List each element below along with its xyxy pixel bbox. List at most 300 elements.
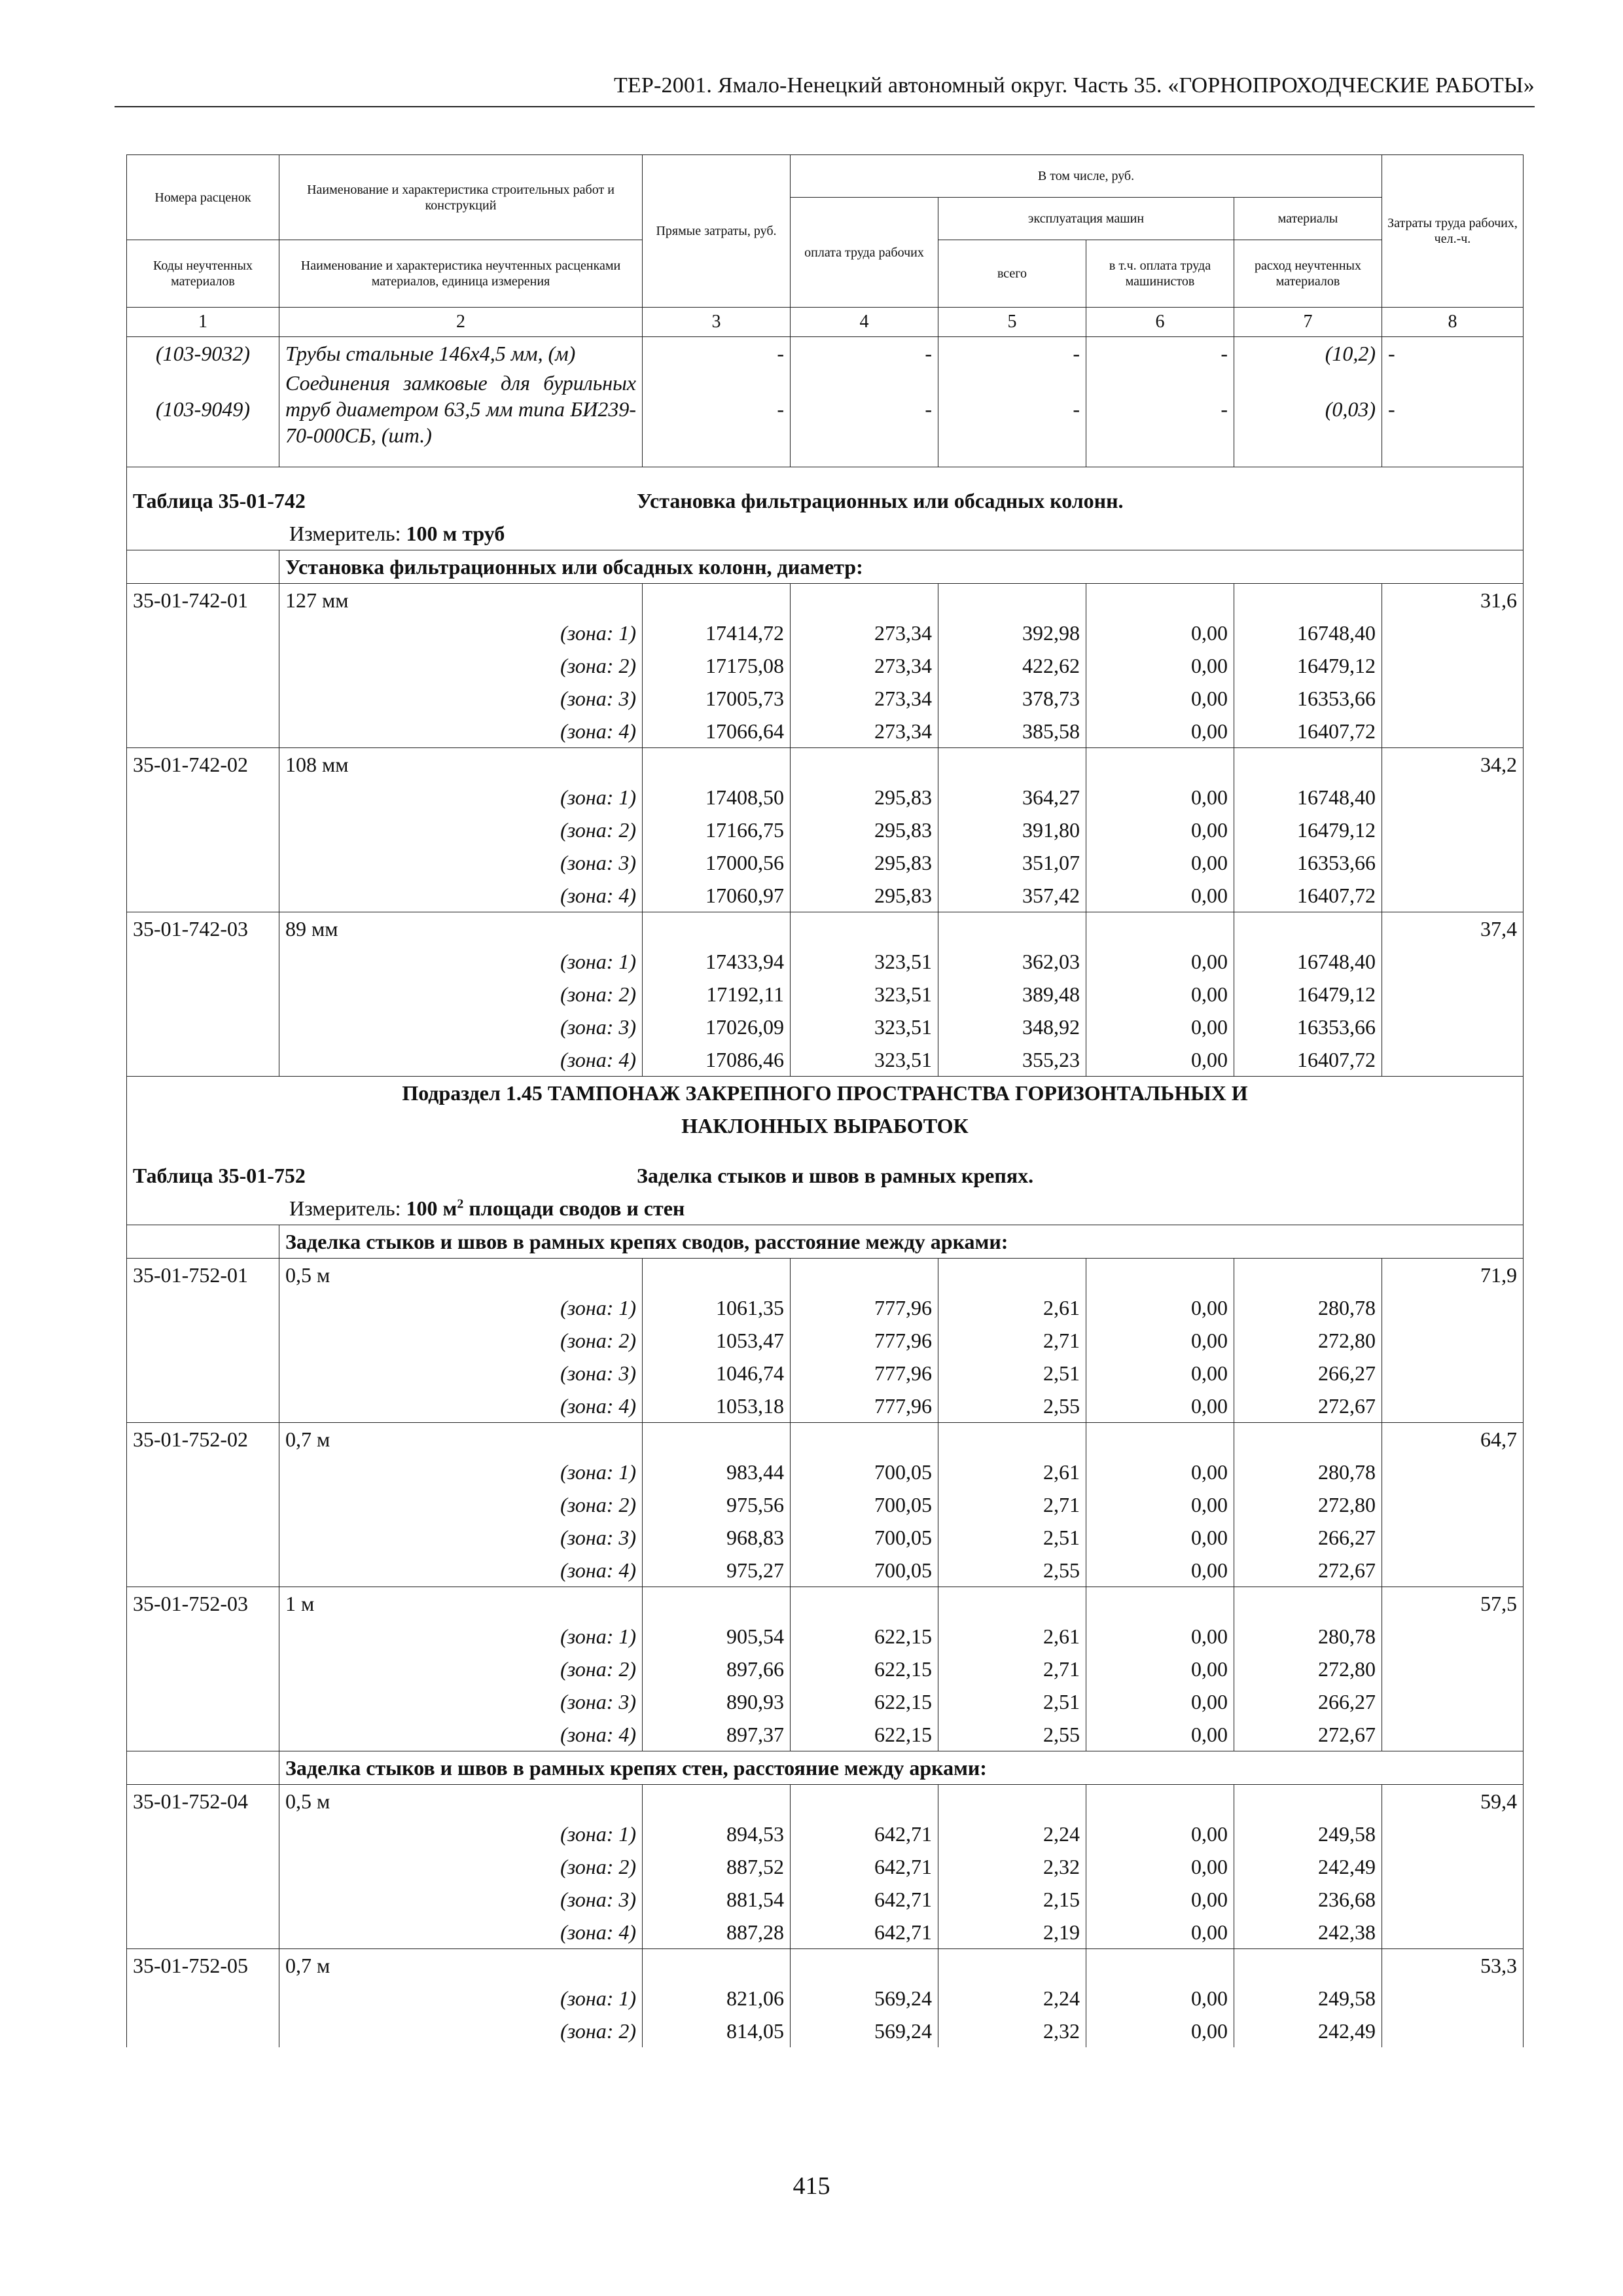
machine-cost: 2,51	[938, 1357, 1086, 1390]
rate-row	[127, 748, 1524, 781]
empty-cell	[1382, 1982, 1524, 2015]
material-cost: 249,58	[1234, 1818, 1382, 1850]
machinist-wage: 0,00	[1086, 814, 1234, 846]
direct-cost: 887,28	[643, 1916, 791, 1949]
zone-label: (зона: 1)	[279, 945, 643, 978]
col-number: 3	[643, 308, 791, 337]
machinist-wage: 0,00	[1086, 1521, 1234, 1554]
machine-cost: 362,03	[938, 945, 1086, 978]
material-c6: -	[1086, 370, 1234, 448]
machinist-wage: 0,00	[1086, 879, 1234, 912]
material-c7: (10,2)	[1234, 337, 1382, 370]
empty-cell	[1382, 1043, 1524, 1077]
empty-cell	[127, 1850, 279, 1883]
direct-cost: 17005,73	[643, 682, 791, 715]
empty-cell	[127, 682, 279, 715]
empty-cell	[127, 649, 279, 682]
machine-cost: 2,24	[938, 1818, 1086, 1850]
rate-code: 35-01-752-03	[127, 1587, 279, 1621]
measure-unit: 100 м труб	[406, 522, 505, 545]
material-cost: 249,58	[1234, 1982, 1382, 2015]
worker-wage: 295,83	[791, 814, 938, 846]
machine-cost: 357,42	[938, 879, 1086, 912]
worker-wage: 642,71	[791, 1818, 938, 1850]
zone-row	[127, 846, 1524, 879]
worker-wage: 295,83	[791, 879, 938, 912]
empty-cell	[1382, 1456, 1524, 1488]
empty-cell	[791, 912, 938, 946]
empty-cell	[127, 2015, 279, 2047]
labor-cost: 71,9	[1382, 1259, 1524, 1292]
empty-cell	[1382, 1653, 1524, 1685]
table-742-title: Установка фильтрационных или обсадных колонн.	[637, 489, 1124, 512]
zone-row	[127, 1818, 1524, 1850]
rates-table	[126, 154, 1524, 2047]
empty-cell	[1234, 748, 1382, 781]
empty-cell	[1086, 748, 1234, 781]
subheader-spacer	[127, 1751, 279, 1785]
material-cost: 16479,12	[1234, 814, 1382, 846]
material-cost: 16407,72	[1234, 715, 1382, 748]
material-code: (103-9049)	[127, 370, 279, 448]
zone-label: (зона: 4)	[279, 715, 643, 748]
material-c4: -	[791, 337, 938, 370]
zone-label: (зона: 4)	[279, 1554, 643, 1587]
section-title-line2: НАКЛОННЫХ ВЫРАБОТОК	[681, 1114, 969, 1138]
zone-label: (зона: 2)	[279, 1324, 643, 1357]
material-code: (103-9032)	[127, 337, 279, 370]
rate-name: 0,7 м	[279, 1949, 643, 1982]
worker-wage: 273,34	[791, 617, 938, 649]
machine-cost: 2,55	[938, 1718, 1086, 1751]
empty-cell	[1382, 846, 1524, 879]
labor-cost: 64,7	[1382, 1423, 1524, 1456]
rate-row	[127, 1423, 1524, 1456]
machine-cost: 2,15	[938, 1883, 1086, 1916]
machinist-wage: 0,00	[1086, 1653, 1234, 1685]
rate-name: 0,5 м	[279, 1259, 643, 1292]
machinist-wage: 0,00	[1086, 1620, 1234, 1653]
machine-cost: 2,55	[938, 1390, 1086, 1423]
empty-cell	[1382, 781, 1524, 814]
empty-cell	[127, 1818, 279, 1850]
table-header	[127, 155, 1524, 308]
rate-row	[127, 1587, 1524, 1621]
zone-label: (зона: 2)	[279, 1488, 643, 1521]
zone-row	[127, 1043, 1524, 1077]
empty-cell	[1234, 1587, 1382, 1621]
machine-cost: 2,51	[938, 1685, 1086, 1718]
material-c6: -	[1086, 337, 1234, 370]
rate-code: 35-01-752-04	[127, 1785, 279, 1818]
measure-unit: 100 $м^2$ площади сводов и стен	[406, 1196, 685, 1220]
worker-wage: 777,96	[791, 1291, 938, 1324]
zone-row	[127, 1718, 1524, 1751]
table-752-measure: Измеритель: 100 $м^2$ площади сводов и стен	[127, 1192, 1524, 1225]
machinist-wage: 0,00	[1086, 1883, 1234, 1916]
rate-code: 35-01-742-02	[127, 748, 279, 781]
labor-cost: 59,4	[1382, 1785, 1524, 1818]
empty-cell	[1382, 814, 1524, 846]
machinist-wage: 0,00	[1086, 1685, 1234, 1718]
rate-name: 108 мм	[279, 748, 643, 781]
direct-cost: 894,53	[643, 1818, 791, 1850]
zone-row	[127, 617, 1524, 649]
empty-cell	[127, 1357, 279, 1390]
empty-cell	[643, 1259, 791, 1292]
rate-row	[127, 1949, 1524, 1982]
empty-cell	[127, 846, 279, 879]
machine-cost: 2,71	[938, 1653, 1086, 1685]
zone-row	[127, 1685, 1524, 1718]
zone-label: (зона: 4)	[279, 1390, 643, 1423]
direct-cost: 1061,35	[643, 1291, 791, 1324]
empty-cell	[1086, 1587, 1234, 1621]
header-rule	[115, 106, 1535, 107]
rate-row	[127, 1785, 1524, 1818]
subheader-spacer	[127, 1225, 279, 1259]
material-cost: 266,27	[1234, 1685, 1382, 1718]
table-742-measure: Измеритель: 100 м труб	[127, 517, 1524, 550]
worker-wage: 642,71	[791, 1916, 938, 1949]
col-number: 6	[1086, 308, 1234, 337]
zone-label: (зона: 1)	[279, 781, 643, 814]
machine-cost: 351,07	[938, 846, 1086, 879]
material-cost: 242,38	[1234, 1916, 1382, 1949]
rate-code: 35-01-742-03	[127, 912, 279, 946]
material-cost: 272,67	[1234, 1718, 1382, 1751]
material-cost: 16748,40	[1234, 617, 1382, 649]
empty-cell	[1382, 1521, 1524, 1554]
empty-cell	[791, 1259, 938, 1292]
material-c7: (0,03)	[1234, 370, 1382, 448]
direct-cost: 17166,75	[643, 814, 791, 846]
material-cost: 266,27	[1234, 1357, 1382, 1390]
machine-cost: 2,24	[938, 1982, 1086, 2015]
zone-label: (зона: 1)	[279, 1620, 643, 1653]
zone-label: (зона: 2)	[279, 978, 643, 1011]
table-742	[127, 467, 1524, 1077]
direct-cost: 1046,74	[643, 1357, 791, 1390]
direct-cost: 905,54	[643, 1620, 791, 1653]
empty-cell	[127, 1620, 279, 1653]
worker-wage: 295,83	[791, 781, 938, 814]
worker-wage: 273,34	[791, 715, 938, 748]
zone-row	[127, 1653, 1524, 1685]
col5-header: всего	[938, 240, 1086, 308]
machinist-wage: 0,00	[1086, 1291, 1234, 1324]
empty-cell	[127, 1554, 279, 1587]
zone-label: (зона: 1)	[279, 1818, 643, 1850]
worker-wage: 777,96	[791, 1324, 938, 1357]
empty-cell	[938, 1259, 1086, 1292]
col2-bottom-header: Наименование и характеристика неучтенных расценками материалов, единица измерения	[279, 240, 643, 308]
worker-wage: 622,15	[791, 1685, 938, 1718]
direct-cost: 17086,46	[643, 1043, 791, 1077]
machine-cost: 2,19	[938, 1916, 1086, 1949]
table-742-heading	[127, 467, 1524, 518]
material-c5: -	[938, 370, 1086, 448]
machinist-wage: 0,00	[1086, 781, 1234, 814]
machinist-wage: 0,00	[1086, 1850, 1234, 1883]
empty-cell	[127, 617, 279, 649]
empty-cell	[1382, 978, 1524, 1011]
rate-row	[127, 1259, 1524, 1292]
material-cost: 272,80	[1234, 1488, 1382, 1521]
empty-cell	[1382, 1685, 1524, 1718]
subheader-text: Заделка стыков и швов в рамных крепях сводов, расстояние между арками:	[279, 1225, 1524, 1259]
material-c3: -	[643, 337, 791, 370]
direct-cost: 821,06	[643, 1982, 791, 2015]
running-header: ТЕР-2001. Ямало-Ненецкий автономный округ. Часть 35. «ГОРНОПРОХОДЧЕСКИЕ РАБОТЫ»	[613, 73, 1535, 98]
table-742-number: Таблица 35-01-742	[133, 489, 306, 512]
labor-cost: 31,6	[1382, 584, 1524, 617]
worker-wage: 700,05	[791, 1456, 938, 1488]
section-title	[127, 1077, 1524, 1143]
machinist-wage: 0,00	[1086, 1011, 1234, 1043]
empty-cell	[1234, 912, 1382, 946]
empty-cell	[1382, 1916, 1524, 1949]
machine-cost: 389,48	[938, 978, 1086, 1011]
material-cost: 16479,12	[1234, 649, 1382, 682]
machine-cost: 422,62	[938, 649, 1086, 682]
empty-cell	[791, 1423, 938, 1456]
table-752-title: Заделка стыков и швов в рамных крепях.	[637, 1164, 1034, 1187]
direct-cost: 983,44	[643, 1456, 791, 1488]
empty-cell	[791, 748, 938, 781]
empty-cell	[938, 1587, 1086, 1621]
zone-label: (зона: 1)	[279, 1456, 643, 1488]
material-cost: 16748,40	[1234, 781, 1382, 814]
direct-cost: 17433,94	[643, 945, 791, 978]
section-heading	[127, 1077, 1524, 1143]
material-cost: 16353,66	[1234, 682, 1382, 715]
machine-cost: 2,71	[938, 1324, 1086, 1357]
rate-name: 0,5 м	[279, 1785, 643, 1818]
table-752-number: Таблица 35-01-752	[133, 1164, 306, 1187]
rate-name: 1 м	[279, 1587, 643, 1621]
direct-cost: 881,54	[643, 1883, 791, 1916]
empty-cell	[938, 912, 1086, 946]
col2-top-header: Наименование и характеристика строительных работ и конструкций	[279, 155, 643, 240]
zone-row	[127, 1916, 1524, 1949]
zone-label: (зона: 3)	[279, 846, 643, 879]
empty-cell	[127, 1521, 279, 1554]
col8-header: Затраты труда рабочих, чел.-ч.	[1382, 155, 1524, 308]
zone-row	[127, 879, 1524, 912]
empty-cell	[127, 879, 279, 912]
direct-cost: 17066,64	[643, 715, 791, 748]
col6-header: в т.ч. оплата труда машинистов	[1086, 240, 1234, 308]
column-numbers	[127, 308, 1524, 337]
worker-wage: 700,05	[791, 1521, 938, 1554]
table-752	[127, 1142, 1524, 2047]
empty-cell	[1086, 912, 1234, 946]
empty-cell	[1086, 584, 1234, 617]
col-number: 2	[279, 308, 643, 337]
zone-label: (зона: 2)	[279, 649, 643, 682]
zone-label: (зона: 4)	[279, 1718, 643, 1751]
zone-row	[127, 781, 1524, 814]
worker-wage: 569,24	[791, 1982, 938, 2015]
zone-row	[127, 1357, 1524, 1390]
machine-cost: 2,51	[938, 1521, 1086, 1554]
machinist-wage: 0,00	[1086, 945, 1234, 978]
col-number: 5	[938, 308, 1086, 337]
labor-cost: 53,3	[1382, 1949, 1524, 1982]
empty-cell	[1382, 945, 1524, 978]
worker-wage: 622,15	[791, 1653, 938, 1685]
zone-label: (зона: 2)	[279, 2015, 643, 2047]
material-c3: -	[643, 370, 791, 448]
direct-cost: 1053,18	[643, 1390, 791, 1423]
empty-cell	[791, 1949, 938, 1982]
empty-cell	[1382, 1554, 1524, 1587]
empty-cell	[1382, 1620, 1524, 1653]
machinist-wage: 0,00	[1086, 617, 1234, 649]
worker-wage: 273,34	[791, 682, 938, 715]
zone-row	[127, 1011, 1524, 1043]
zone-row	[127, 682, 1524, 715]
zone-row	[127, 1291, 1524, 1324]
machinist-wage: 0,00	[1086, 1357, 1234, 1390]
worker-wage: 777,96	[791, 1357, 938, 1390]
empty-cell	[1086, 1949, 1234, 1982]
zone-label: (зона: 2)	[279, 1653, 643, 1685]
rate-row	[127, 584, 1524, 617]
zone-label: (зона: 4)	[279, 879, 643, 912]
machine-cost: 2,61	[938, 1291, 1086, 1324]
empty-cell	[643, 1423, 791, 1456]
machine-cost: 2,32	[938, 2015, 1086, 2047]
empty-cell	[1382, 879, 1524, 912]
empty-cell	[643, 1785, 791, 1818]
empty-cell	[1086, 1423, 1234, 1456]
col-number: 4	[791, 308, 938, 337]
machine-cost: 355,23	[938, 1043, 1086, 1077]
empty-cell	[1234, 1423, 1382, 1456]
materials-header: материалы	[1234, 198, 1382, 240]
material-cost: 16748,40	[1234, 945, 1382, 978]
machinist-wage: 0,00	[1086, 846, 1234, 879]
labor-cost: 37,4	[1382, 912, 1524, 946]
machinist-wage: 0,00	[1086, 682, 1234, 715]
empty-cell	[643, 748, 791, 781]
material-cost: 272,67	[1234, 1554, 1382, 1587]
worker-wage: 700,05	[791, 1488, 938, 1521]
direct-cost: 814,05	[643, 2015, 791, 2047]
empty-cell	[1086, 1785, 1234, 1818]
col-number: 7	[1234, 308, 1382, 337]
empty-cell	[127, 1390, 279, 1423]
empty-cell	[127, 1324, 279, 1357]
rate-row	[127, 912, 1524, 946]
machinist-wage: 0,00	[1086, 1043, 1234, 1077]
empty-cell	[1234, 1259, 1382, 1292]
material-name: Соединения замковые для бурильных труб диаметром 63,5 мм типа БИ239-70-000СБ, (шт.)	[279, 370, 643, 448]
machine-cost: 2,55	[938, 1554, 1086, 1587]
material-cost: 272,80	[1234, 1324, 1382, 1357]
material-cost: 16407,72	[1234, 879, 1382, 912]
material-cost: 266,27	[1234, 1521, 1382, 1554]
worker-wage: 700,05	[791, 1554, 938, 1587]
zone-row	[127, 1883, 1524, 1916]
machinist-wage: 0,00	[1086, 1982, 1234, 2015]
direct-cost: 975,56	[643, 1488, 791, 1521]
empty-cell	[127, 1043, 279, 1077]
empty-cell	[1382, 617, 1524, 649]
zone-row	[127, 649, 1524, 682]
machinist-wage: 0,00	[1086, 1554, 1234, 1587]
section-title-line1: Подраздел 1.45 ТАМПОНАЖ ЗАКРЕПНОГО ПРОСТРАНСТВА ГОРИЗОНТАЛЬНЫХ И	[402, 1081, 1248, 1105]
zone-row	[127, 1456, 1524, 1488]
col-number: 1	[127, 308, 279, 337]
zone-row	[127, 978, 1524, 1011]
machine-cost: 364,27	[938, 781, 1086, 814]
material-cost: 236,68	[1234, 1883, 1382, 1916]
rate-name: 89 мм	[279, 912, 643, 946]
zone-label: (зона: 1)	[279, 1291, 643, 1324]
worker-wage: 622,15	[791, 1718, 938, 1751]
material-c8: -	[1382, 370, 1524, 448]
empty-cell	[127, 1718, 279, 1751]
empty-cell	[127, 781, 279, 814]
material-cost: 16353,66	[1234, 846, 1382, 879]
machinist-wage: 0,00	[1086, 1488, 1234, 1521]
unaccounted-materials	[127, 337, 1524, 467]
zone-label: (зона: 1)	[279, 617, 643, 649]
empty-cell	[1382, 715, 1524, 748]
material-name: Трубы стальные 146х4,5 мм, (м)	[279, 337, 643, 370]
rates-page	[126, 154, 1523, 2047]
rate-code: 35-01-752-05	[127, 1949, 279, 1982]
empty-cell	[938, 1949, 1086, 1982]
zone-label: (зона: 3)	[279, 1357, 643, 1390]
zone-label: (зона: 4)	[279, 1043, 643, 1077]
empty-cell	[643, 1949, 791, 1982]
worker-wage: 642,71	[791, 1850, 938, 1883]
material-cost: 272,80	[1234, 1653, 1382, 1685]
direct-cost: 897,37	[643, 1718, 791, 1751]
col1-top-header: Номера расценок	[127, 155, 279, 240]
machine-cost: 2,71	[938, 1488, 1086, 1521]
empty-cell	[643, 584, 791, 617]
machine-cost: 391,80	[938, 814, 1086, 846]
group-header: В том числе, руб.	[791, 155, 1382, 198]
empty-cell	[127, 945, 279, 978]
empty-cell	[1086, 1259, 1234, 1292]
col1-bottom-header: Коды неучтенных материалов	[127, 240, 279, 308]
direct-cost: 968,83	[643, 1521, 791, 1554]
empty-cell	[127, 1488, 279, 1521]
empty-cell	[1382, 1488, 1524, 1521]
machinist-wage: 0,00	[1086, 1456, 1234, 1488]
empty-cell	[127, 978, 279, 1011]
machinist-wage: 0,00	[1086, 1718, 1234, 1751]
machinist-wage: 0,00	[1086, 2015, 1234, 2047]
machine-cost: 348,92	[938, 1011, 1086, 1043]
zone-row	[127, 2015, 1524, 2047]
worker-wage: 777,96	[791, 1390, 938, 1423]
worker-wage: 323,51	[791, 1011, 938, 1043]
zone-label: (зона: 3)	[279, 1521, 643, 1554]
machine-cost: 2,61	[938, 1620, 1086, 1653]
empty-cell	[1234, 1785, 1382, 1818]
zone-label: (зона: 3)	[279, 1011, 643, 1043]
direct-cost: 17000,56	[643, 846, 791, 879]
machines-header: эксплуатация машин	[938, 198, 1234, 240]
empty-cell	[1382, 1324, 1524, 1357]
